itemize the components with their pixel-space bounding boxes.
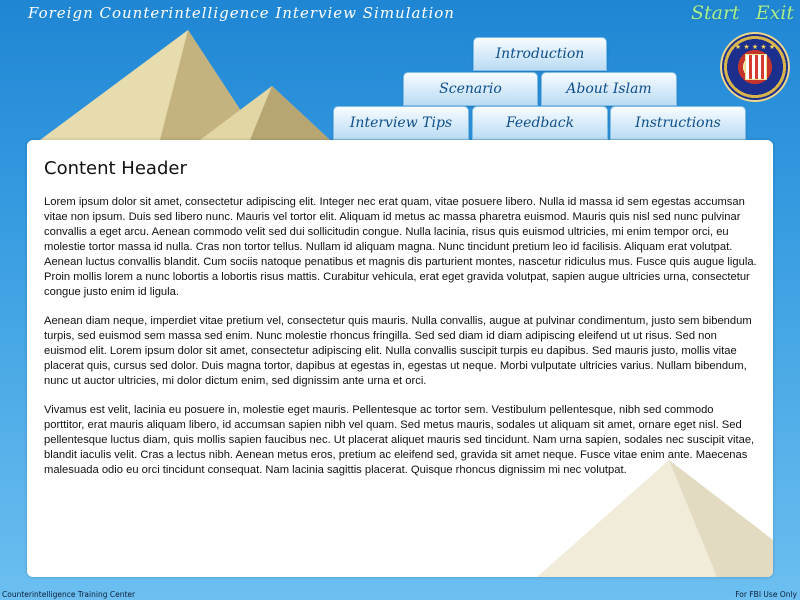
tab-about-islam[interactable]: About Islam <box>541 72 677 106</box>
content-paragraph: Aenean diam neque, imperdiet vitae pretium vel, consectetur quis mauris. Nulla convallis, augue at pulvinar condimentum, justo sem bibendum turpis, sed euismod sem massa sed enim. Nunc molestie rhoncus fringilla. Sed sed diam id diam adipiscing eleifend ut ut risus. Sed non euismod elit. Lorem ipsum dolor sit amet, consectetur adipiscing elit. Nulla convallis suscipit turpis eu dapibus. Sed mauris justo, mollis vitae placerat quis, cursus sed dolor. Duis magna tortor, dapibus at egestas in, egestas ut neque. Morbi vulputate ultricies varius. Nullam bibendum, nunc ut auctor ultricies, mi dolor dictum enim, sed dignissim ante urna et orci. <box>44 315 752 387</box>
tab-instructions[interactable]: Instructions <box>610 106 746 140</box>
tab-introduction[interactable]: Introduction <box>473 37 607 71</box>
content-header: Content Header <box>44 158 187 179</box>
seal-shield <box>745 54 767 80</box>
exit-button[interactable]: Exit <box>755 2 794 24</box>
footer-training-center: Counterintelligence Training Center <box>2 590 136 599</box>
start-button[interactable]: Start <box>691 2 740 24</box>
seal-stars: ★ ★ ★ ★ ★ <box>734 43 776 51</box>
tab-interview-tips[interactable]: Interview Tips <box>333 106 469 140</box>
footer-use-notice: For FBI Use Only <box>735 590 797 599</box>
tab-feedback[interactable]: Feedback <box>472 106 608 140</box>
app-title: Foreign Counterintelligence Interview Simulation <box>28 4 455 22</box>
content-panel <box>27 140 773 577</box>
content-body <box>27 140 773 478</box>
top-actions <box>691 2 794 24</box>
tab-scenario[interactable]: Scenario <box>403 72 538 106</box>
content-paragraph: Vivamus est velit, lacinia eu posuere in, molestie eget mauris. Pellentesque ac tortor sem. Vestibulum pellentesque, nibh sed commodo porttitor, erat mauris aliquam libero, id accumsan sapien nibh vel quam. Sed metus mauris, sodales ut aliquam sit amet, ornare eget nisl. Sed pellentesque luctus diam, quis mollis sapien faucibus nec. Ut placerat aliquet mauris sed tincidunt. Nam urna sapien, sodales nec suscipit vitae, blandit iaculis velit. Cras a lectus nibh. Aenean metus eros, pretium ac eleifend sed, gravida sit amet neque. Fusce vitae enim ante. Maecenas malesuada odio eu orci tincidunt consequat. Nam lacinia sagittis placerat. Quisque rhoncus dignissim mi nec volutpat. <box>44 404 755 476</box>
fbi-seal-icon <box>720 32 790 102</box>
content-paragraph: Lorem ipsum dolor sit amet, consectetur adipiscing elit. Integer nec erat quam, vitae posuere libero. Nulla id massa id sem egestas accumsan vitae non ipsum. Duis sed libero nunc. Mauris vel tortor elit. Aliquam id metus ac massa pharetra euismod. Mauris quis nisl sed nunc pulvinar convallis a eget arcu. Aenean commodo velit sed dui sollicitudin congue. Nulla lacinia, risus quis euismod ultricies, mi enim tempor orci, eu molestie tortor massa id nulla. Cras non tortor tellus. Nullam id aliquam magna. Nunc tincidunt pretium leo id facilisis. Aliquam erat volutpat. Aenean luctus convallis blandit. Cum sociis natoque penatibus et magnis dis parturient montes, nascetur ridiculus mus. Fusce quis augue ligula. Proin mollis lorem a nunc lobortis a lobortis risus mattis. Curabitur vehicula, erat eget gravida volutpat, sapien augue ultricies urna, consectetur congue justo enim id ligula. <box>44 196 757 298</box>
